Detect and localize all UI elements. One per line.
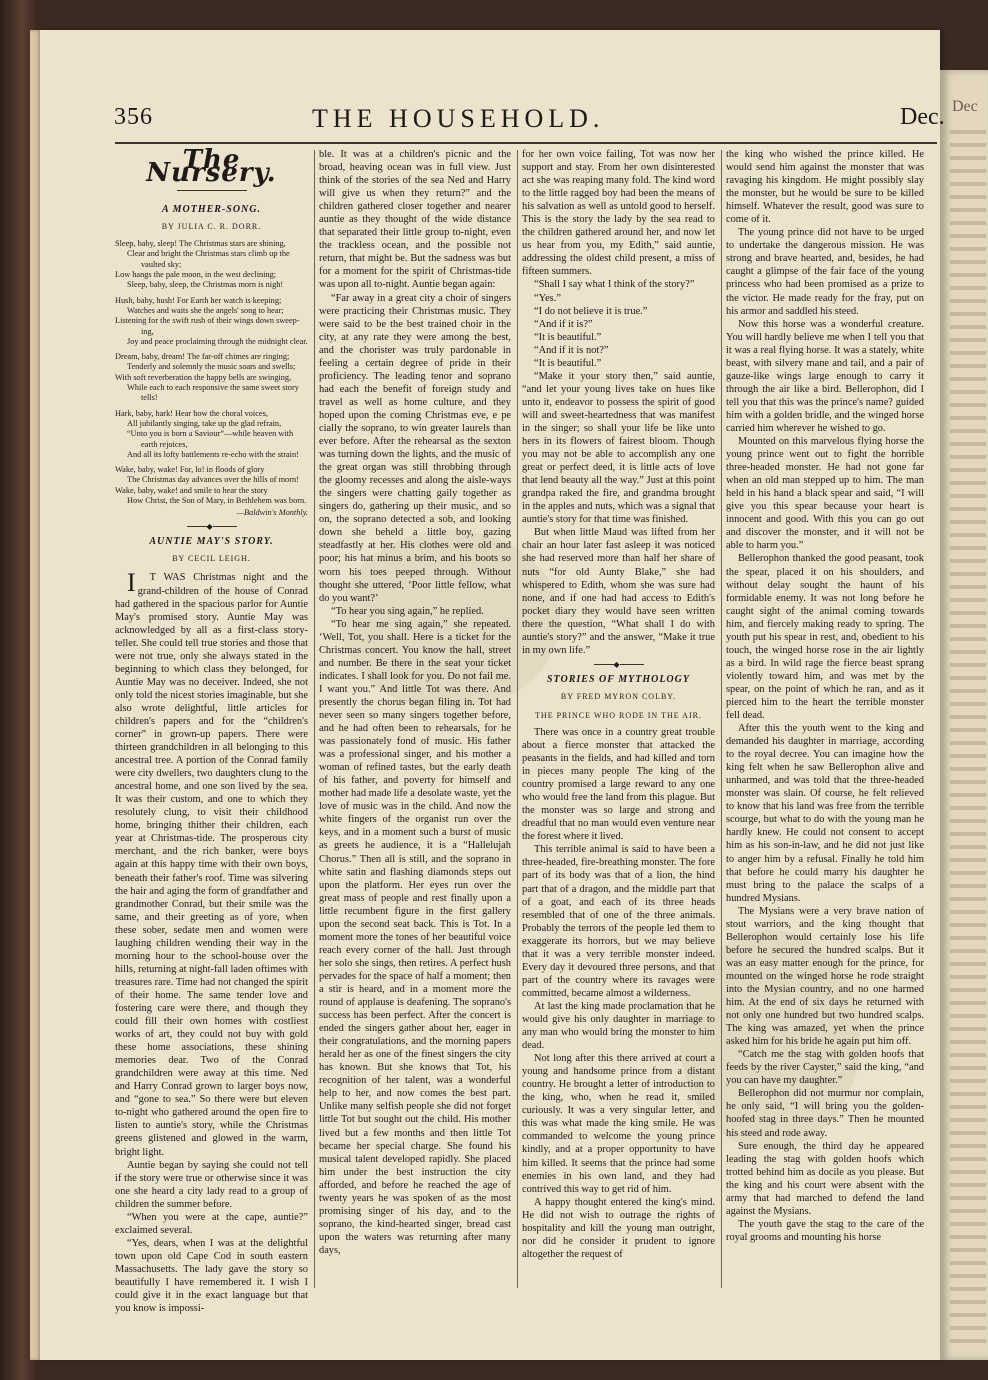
- myth-paragraph: The Mysians were a very brave nation of stout warriors, and the king thought that Bellerophon would certainly lose his life before he secured the hundred scalps. But it was an easy matter enough for the prince, for mounted on the winged horse he rode straight into the Mysian country, and no one harmed him. At the end of six days he returned with not only one hundred but two hundred scalps. The king was amazed, yet when the prince asked him for his bride he again put him off.: [726, 905, 924, 1048]
- myth-title: STORIES OF MYTHOLOGY: [547, 673, 690, 685]
- adjacent-text-line: [950, 650, 986, 654]
- adjacent-text-line: [950, 793, 986, 797]
- adjacent-text-line: [950, 546, 986, 550]
- adjacent-text-line: [950, 858, 986, 862]
- myth-paragraph: This terrible animal is said to have been a three-headed, fire-breathing monster. The fore part of its body was that of a lion, the hind part that of a dragon, and the middle part that of a goat, and each of its three heads resembled that of one of the three animals. Probably the terrors of the people led them to exaggerate its horrors, but we may believe that it was a very terrible monster indeed. Every day it devoured three persons, and that part of the country where its ravages were committed, became almost a wilderness.: [522, 844, 715, 999]
- poem-line: ing,: [141, 326, 154, 336]
- adjacent-text-line: [950, 1235, 986, 1239]
- poem-line: Joy and peace proclaiming through the midnight clear.: [127, 336, 308, 346]
- adjacent-text-line: [950, 338, 986, 342]
- story-paragraph: “To hear you sing again,” he replied.: [331, 605, 484, 617]
- adjacent-text-line: [950, 520, 986, 524]
- adjacent-text-line: [950, 611, 986, 615]
- adjacent-text-line: [950, 1326, 986, 1330]
- adjacent-text-line: [950, 377, 986, 381]
- adjacent-text-line: [950, 923, 986, 927]
- adjacent-page-month: Dec: [952, 98, 978, 115]
- myth-subhead: THE PRINCE WHO RODE IN THE AIR.: [535, 710, 702, 720]
- adjacent-text-line: [950, 1079, 986, 1083]
- adjacent-text-line: [950, 1222, 986, 1226]
- poem-line: Tenderly and solemnly the music soars and swells;: [127, 362, 296, 372]
- adjacent-text-line: [950, 728, 986, 732]
- story-paragraph: “Far away in a great city a choir of singers were practicing their Christmas music. They were said to be the best trained choir in the city, at any rate they were among the best, and the chorister was truly pardonable in feeling a certain degree of pride in their proficiency. The leading tenor and soprano had each the benefit of foreign study and travel as well as home culture, and they hoped upon the coming Christmas eve, e pe cially the soprano, to win greater laurels than ever before. After the rehearsal as the sexton was turning down the lights, and the music of the great organ was still throbbing through the gloomy recesses and along the aisle-ways the singers were chatting gaily together as singers do, gathering up their music, and so on, the soprano detected a sob, and looking down she beheld a little boy, gazing steadfastly at her. His clothes were old and poor; his hat minus a brim, and his boots so worn his toes peeped through. Without thought she uttered, ‘Poor little fellow, what do you want?’: [319, 292, 511, 604]
- adjacent-text-line: [950, 364, 986, 368]
- poem-byline: BY JULIA C. R. DORR.: [161, 222, 262, 232]
- separator: [187, 526, 237, 527]
- adjacent-text-line: [950, 1339, 986, 1343]
- column-rule: [517, 150, 518, 1288]
- column-3: [522, 148, 715, 1261]
- adjacent-text-line: [950, 884, 986, 888]
- adjacent-text-line: [950, 975, 986, 979]
- adjacent-text-line: [950, 247, 986, 251]
- story-paragraph: “Yes, dears, when I was at the delightful town upon old Cape Cod in south eastern Massachusetts. The lady gave the story so beautifully I have remembered it. I wish I could give it in the exact language but that you know is impossi-: [115, 1237, 308, 1315]
- adjacent-text-line: [950, 312, 986, 316]
- adjacent-page-edge: [940, 70, 988, 1360]
- poem-line: Low hangs the pale moon, in the west declining;: [115, 270, 277, 280]
- adjacent-text-line: [950, 403, 986, 407]
- adjacent-text-line: [950, 715, 986, 719]
- adjacent-text-line: [950, 676, 986, 680]
- adjacent-text-line: [950, 1300, 986, 1304]
- adjacent-text-line: [950, 429, 986, 433]
- story-paragraph: Auntie began by saying she could not tell if the story were true or otherwise since it was one she heard a city lady read to a group of children the summer before.: [115, 1159, 308, 1210]
- adjacent-text-line: [950, 936, 986, 940]
- poem-line: tells!: [141, 393, 158, 403]
- adjacent-text-line: [950, 910, 986, 914]
- adjacent-text-line: [950, 1170, 986, 1174]
- story-body: [115, 568, 308, 1315]
- poem-line: Clear and bright the Christmas stars climb up the: [127, 249, 290, 259]
- story-paragraph: “It is beautiful.”: [534, 357, 602, 369]
- column-4: [726, 148, 924, 1244]
- adjacent-text-line: [950, 806, 986, 810]
- poem-line: Listening for the swift rush of their wings down sweep-: [115, 316, 300, 326]
- section-rule: [177, 190, 247, 191]
- poem-title: A MOTHER-SONG.: [161, 204, 261, 216]
- poem-line: “Unto you is born a Saviour”—while heaven with: [127, 429, 294, 439]
- myth-paragraph: Not long after this there arrived at court a young and handsome prince from a distant country. He brought a letter of introduction to the king, who, when he read it, smiled curiously. It was a very singular letter, and this was what made the king smile. He was commanded to welcome the young prince kindly, and at a proper opportunity to have him killed. It seems that the prince had some enemies in his own land, and they had contrived this way to get rid of him.: [522, 1053, 715, 1195]
- adjacent-text-line: [950, 702, 986, 706]
- adjacent-text-line: [950, 832, 986, 836]
- myth-paragraph: Bellerophon did not murmur nor complain, he only said, “I will bring you the golden-hoofed stag in three days.” Then he mounted his steed and rode away.: [726, 1088, 924, 1139]
- adjacent-text-line: [950, 949, 986, 953]
- myth-paragraph: Mounted on this marvelous flying horse the young prince went out to fight the horrible three-headed monster. He had not gone far when an old man stepped up to him. The man held in his hand a black spear and said, “I will give you this spear because your heart is innocent and good. With this you can go out and discover the monster, and it will not be able to harm you.”: [726, 436, 924, 552]
- poem-line: With soft reverberation the happy bells are swinging,: [115, 372, 292, 382]
- adjacent-text-line: [950, 390, 986, 394]
- adjacent-text-line: [950, 962, 986, 966]
- adjacent-text-line: [950, 559, 986, 563]
- myth-paragraph: “Catch me the stag with golden hoofs that feeds by the river Cayster,” said the king, “and you can have my daughter.”: [726, 1049, 924, 1087]
- column-rule: [314, 150, 315, 1288]
- adjacent-text-line: [950, 637, 986, 641]
- adjacent-text-line: [950, 741, 986, 745]
- adjacent-text-line: [950, 455, 986, 459]
- adjacent-text-line: [950, 754, 986, 758]
- story-byline: BY CECIL LEIGH.: [172, 554, 251, 564]
- poem-line: While each to each responsive the same sweet story: [127, 383, 299, 393]
- adjacent-text-line: [950, 1209, 986, 1213]
- adjacent-text-line: [950, 1092, 986, 1096]
- header-rule: [115, 142, 937, 144]
- adjacent-text-line: [950, 780, 986, 784]
- myth-body: [522, 726, 715, 1261]
- poem-line: Watches and waits she the angels' song to hear;: [127, 305, 284, 315]
- story-title: AUNTIE MAY'S STORY.: [149, 536, 274, 548]
- story-paragraph: ble. It was at a children's picnic and the broad, heaving ocean was in full view. Just think of the stories of the sea Ned and Harry will give us when they return?” and the children gathered closer together and nearer auntie as they thought of the wide distance that separated their little group to-night, even the trackless ocean, and the possible not return, that might be. But the sadness was but for a moment for the spirit of Christmas-tide was upon all to-night. Auntie began again:: [319, 149, 511, 291]
- story-paragraph: “To hear me sing again,” she repeated. ‘Well, Tot, you shall. Here is a ticket for the Christmas concert. You know the hall, street and number. Be there in the seat your ticket indicates. I shall look for you. Do not fail me. I want you.” And little Tot was there. And presently the chorus began filing in. Tot had never seen so many singers together before, and he had often been to rehearsals, for he was passionately fond of music. His father was a professional singer, and his mother a woman of refined tastes, but the early death of his father, and poverty for himself and mother had made life a desolate waste, yet the love of music was in the child. And now the white fingers of the organist run over the keys, and in a moment such a burst of music as greets he audience, it is a “Hallelujah Chorus.” Then all is still, and the soprano in white satin and flashing diamonds steps out upon the platform. Her eyes run over the great mass of people and rest finally upon a little recumbent figure in the first gallery upon the second seat back. This is Tot. In a moment more the tones of her beautiful voice reach every corner of the hall. Just through her solo she sings, then retires. A perfect hush pervades for the space of half a moment; then a stir is heard, and in a moment more the round of applause is deafening. The soprano's success has been perfect. After the concert is ended the singers gather about her, eager in their congratulations, and the morning papers herald her as one of the finest singers the city has known. But she knows that Tot, his recognition of her talent, was a wonderful help to her, and now comes the best part. Unlike many selfish people she did not forget little Tot but sought out the child. His mother lived but a few months and then little Tot became her special charge. She found his musical talent developed rapidly. She placed him under the best instruction the city afforded, and before he reached the age of twenty years he was spoken of as the most promising singer of his day, and to the soprano, the kind-hearted singer, bread cast upon the waters was returning after many days,: [319, 618, 511, 1256]
- column-2: [319, 148, 511, 1257]
- poem-line: Dream, baby, dream! The far-off chimes are ringing;: [115, 352, 290, 362]
- adjacent-text-line: [950, 767, 986, 771]
- publication-title: THE HOUSEHOLD.: [312, 104, 605, 133]
- story-paragraph: But when little Maud was lifted from her chair an hour later fast asleep it was noticed she had reserved more than half her share of nuts “for old Aunty Blake,” she had whispered to Edith, whom she was sure had none, and if one had had access to Edith's pocket diary they would have seen written there the question, “What shall I do with auntie's story?” and the answer, “Make it true in my own life.”: [522, 527, 715, 656]
- myth-paragraph: The youth gave the stag to the care of the royal grooms and mounting his horse: [726, 1218, 924, 1243]
- adjacent-text-line: [950, 819, 986, 823]
- separator: [594, 664, 644, 665]
- story-paragraph: IT WAS Christmas night and the grand-children of the house of Conrad had gathered in the spacious parlor for Auntie May's promised story. Auntie May was acknowledged by all as a first-class story-teller. She could tell true stories and those that were not true, only she always stated in the beginning to which class they belonged, for Auntie May was no deceiver. Indeed, she not only told the nicest stories imaginable, but she also wrote delightful, little articles for children's papers and for the “children's corner” in grown-up papers. There were thirteen grandchildren in all belonging to this ancestral tree. A portion of the Conrad family were city dwellers, two daughters clung to the ancestral home, and one son lived by the sea. It was their custom, and one to which they resolutely clung, to visit their childhood home, bringing thither their children, each year at Christmas-tide. The prosperous city merchant, and the rich banker, were boys again at this happy time with their own boys, beneath their father's roof. Time was silvering the hair and aging the form of grandfather and grandmother Conrad, but their smile was the same, and their greeting as of yore, when these sober, sedate men and women were laughing children wending their way in the morning hour to the school-house over the hills, returning at night-fall laden oftimes with treasures rare. Time had not changed the spirit of their home. The same tender love and fostering care were there, and though they could fill their own homes with costliest works of art, they could not buy with gold these home associations, these shining memories dear. Two of the Conrad grandchildren were away at this time. Ned and Harry Conrad grown to larger boys now, and “gone to sea.” So there were but eleven to-night who gathered around the open fire to listen to auntie's story, while the Christmas greens glistened and glowed in the warm, bright light.: [115, 568, 308, 1158]
- poem-line: Wake, baby, wake! For, lo! in floods of glory: [115, 465, 265, 475]
- adjacent-text-line: [950, 1196, 986, 1200]
- adjacent-text-line: [950, 442, 986, 446]
- adjacent-text-line: [950, 1274, 986, 1278]
- adjacent-text-line: [950, 1014, 986, 1018]
- issue-month: Dec.: [900, 104, 945, 130]
- adjacent-text-line: [950, 1001, 986, 1005]
- adjacent-text-line: [950, 1144, 986, 1148]
- adjacent-text-line: [950, 507, 986, 511]
- myth-paragraph: the king who wished the prince killed. He would send him against the monster that was ravaging his kingdom. He might possibly slay the monster, but he would be sure to be killed himself. Whatever the result, good was sure to come of it.: [726, 149, 924, 226]
- adjacent-text-line: [950, 897, 986, 901]
- adjacent-text-line: [950, 234, 986, 238]
- poem-line: vaulted sky;: [141, 259, 182, 269]
- adjacent-text-line: [950, 624, 986, 628]
- story-paragraph: “It is beautiful.”: [534, 331, 602, 343]
- poem-line: earth rejoices,: [141, 439, 188, 449]
- myth-paragraph: Sure enough, the third day he appeared leading the stag with golden hoofs which trotted behind him as docile as you please. But the king and his court were absent with the army that had marched to defend the land against the Mysians.: [726, 1140, 924, 1217]
- adjacent-text-line: [950, 1105, 986, 1109]
- myth-byline: BY FRED MYRON COLBY.: [560, 691, 677, 701]
- adjacent-text-line: [950, 195, 986, 199]
- adjacent-text-line: [950, 143, 986, 147]
- myth-paragraph: Bellerophon thanked the good peasant, took the spear, placed it on his shoulders, and without delay sought the haunt of his formidable enemy. It was not long before he caught sight of the animal coming towards him, and fiercely making ready to spring. The youth put his spear in rest, and, obedient to his touch, the winged horse rose in the air lightly as a bird. In wild rage the fierce beast sprang violently toward him, and was met by the spear, on the point of which he ran, and as it pierced him to the heart the terrible monster fell dead.: [726, 553, 924, 722]
- adjacent-text-line: [950, 1261, 986, 1265]
- story-paragraph: for her own voice failing, Tot was now her support and stay. From her own disinterested act she was reaping many fold. The kind word to the little ragged boy had been the means of his salvation as well as untold good to herself. This is the story the lady by the sea read to the children gathered around her, and now let us hear from you, my Edith,” said auntie, addressing the oldest child present, a miss of fifteen summers.: [522, 149, 715, 278]
- adjacent-text-line: [950, 988, 986, 992]
- story-paragraph: “Make it your story then,” said auntie, “and let your young lives take on hues like unto it, endeavor to possess the spirit of good will and sweet-heartedness that was manifest in the singer; so shall your life be like unto hers in its flowers of fairest bloom. Though you may not be able to accomplish any one great or perfect deed, it is little acts of love that lend beauty all the way.” Just at this point grandpa raked the fire, and grandma brought in the apples and nuts, which was a signal that auntie's story for that time was finished.: [522, 370, 715, 526]
- page-number: 356: [114, 104, 153, 130]
- poem-line: Hark, baby, hark! Hear how the choral voices,: [115, 408, 268, 418]
- column-1: [115, 145, 308, 1315]
- adjacent-text-line: [950, 845, 986, 849]
- adjacent-text-line: [950, 663, 986, 667]
- myth-paragraph: A happy thought entered the king's mind. He did not wish to outrage the rights of hospitality and kill the young man outright, nor did he consider it prudent to ignore altogether the request of: [522, 1196, 715, 1260]
- page-header: [70, 82, 945, 133]
- adjacent-text-line: [950, 1066, 986, 1070]
- poem-line: Wake, baby, wake! and smile to hear the story: [115, 485, 268, 495]
- adjacent-text-line: [950, 130, 986, 134]
- poem-credit: —Baldwin's Monthly.: [236, 508, 308, 518]
- poem-line: And all its lofty battlements re-echo with the strain!: [127, 449, 299, 459]
- story-paragraph: “And if it is not?”: [534, 344, 609, 356]
- adjacent-text-line: [950, 481, 986, 485]
- adjacent-text-line: [950, 494, 986, 498]
- poem-line: Sleep, baby, sleep, the Christmas morn is nigh!: [127, 280, 284, 290]
- section-title: The Nursery.: [146, 145, 277, 189]
- story-continuation: [522, 148, 715, 657]
- adjacent-text-line: [950, 585, 986, 589]
- myth-paragraph: After this the youth went to the king and demanded his daughter in marriage, according to the royal decree. You can imagine how the king felt when he saw Bellerophon alive and unharmed, and was told that the three-headed monster was slain. Of course, he felt relieved to know that his land was free from the terrible scourge, but what to do with the young man he hardly knew. He could not consent to accept him as his son-in-law, and he did not just like to anger him by a refusal. Finally he told him that before he could marry his daughter he must bring to the palace the scalps of a hundred Mysians.: [726, 723, 924, 904]
- adjacent-text-line: [950, 1131, 986, 1135]
- myth-paragraph: At last the king made proclamation that he would give his only daughter in marriage to any man who would bring the monster to him dead.: [522, 1000, 715, 1052]
- myth-paragraph: The young prince did not have to be urged to undertake the dangerous mission. He was strong and brave hearted, and, besides, he had caught a glimpse of the fair face of the young princess who had been promised as a prize to the victor. He made ready for the fray, put on his armor and saddled his steed.: [726, 227, 924, 317]
- adjacent-text-line: [950, 1118, 986, 1122]
- poem-line: Hush, baby, hush! For Earth her watch is keeping;: [115, 295, 282, 305]
- adjacent-text-line: [950, 1248, 986, 1252]
- adjacent-text-line: [950, 156, 986, 160]
- adjacent-text-line: [950, 1040, 986, 1044]
- adjacent-text-line: [950, 871, 986, 875]
- adjacent-text-line: [950, 286, 986, 290]
- adjacent-text-line: [950, 299, 986, 303]
- myth-paragraph: Now this horse was a wonderful creature. You will hardly believe me when I tell you that it was a real flying horse. It was a stately, white beast, with silvery mane and tail, and a pair of gauze-like wings large enough to carry it through the air like a bird. Bellerophon, did I tell you that this was the prince's name? guided him with a golden bridle, and the winged horse carried him wherever he wished to go.: [726, 318, 924, 434]
- adjacent-text-line: [950, 533, 986, 537]
- adjacent-text-line: [950, 325, 986, 329]
- poem-line: Sleep, baby, sleep! The Christmas stars are shining,: [115, 239, 286, 249]
- poem-line: All jubilantly singing, take up the glad refrain,: [127, 418, 282, 428]
- story-paragraph: “And if it is?”: [534, 318, 593, 330]
- column-rule: [721, 150, 722, 1288]
- adjacent-text-line: [950, 1313, 986, 1317]
- adjacent-text-line: [950, 468, 986, 472]
- adjacent-text-line: [950, 572, 986, 576]
- adjacent-text-line: [950, 1157, 986, 1161]
- adjacent-text-line: [950, 169, 986, 173]
- adjacent-text-line: [950, 1027, 986, 1031]
- story-paragraph: “Yes.”: [534, 292, 561, 304]
- poem-line: How Christ, the Son of Mary, in Bethlehem was born.: [127, 496, 307, 506]
- story-paragraph: “When you were at the cape, auntie?” exclaimed several.: [115, 1211, 308, 1236]
- adjacent-text-line: [950, 689, 986, 693]
- adjacent-text-line: [950, 1053, 986, 1057]
- adjacent-text-line: [950, 260, 986, 264]
- adjacent-text-line: [950, 416, 986, 420]
- adjacent-text-line: [950, 598, 986, 602]
- myth-paragraph: There was once in a country great trouble about a fierce monster that attacked the peasants in the fields, and had killed and torn in pieces many people The king of the country promised a large reward to any one who would free the land from this plague. But the monster was so large and strong and dreadful that no man would even venture near the forest where it lived.: [522, 726, 715, 843]
- adjacent-text-line: [950, 208, 986, 212]
- adjacent-text-line: [950, 221, 986, 225]
- adjacent-text-line: [950, 1183, 986, 1187]
- adjacent-text-line: [950, 182, 986, 186]
- poem-line: The Christmas day advances over the hills of morn!: [127, 475, 299, 485]
- adjacent-text-line: [950, 1287, 986, 1291]
- adjacent-text-line: [950, 351, 986, 355]
- adjacent-text-line: [950, 273, 986, 277]
- poem-body: [115, 239, 308, 506]
- story-paragraph: “Shall I say what I think of the story?”: [534, 279, 695, 291]
- story-paragraph: “I do not believe it is true.”: [534, 305, 648, 317]
